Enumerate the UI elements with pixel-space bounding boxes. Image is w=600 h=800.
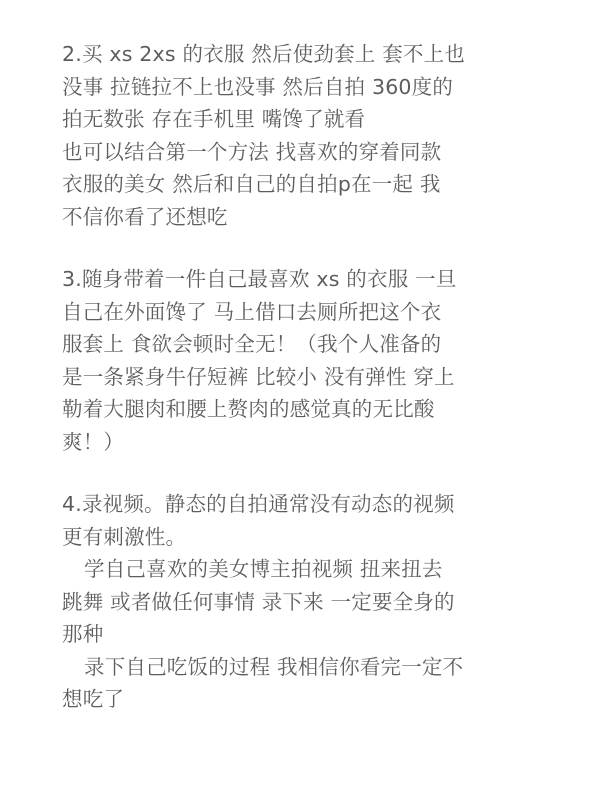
- text-line: 跳舞 或者做任何事情 录下来 一定要全身的: [62, 589, 455, 614]
- text-line: 更有刺激性。: [62, 524, 187, 549]
- text-line: 服套上 食欲会顿时全无！（我个人准备的: [62, 332, 442, 356]
- text-line: 3.随身带着一件自己最喜欢 xs 的衣服 一旦: [62, 267, 457, 291]
- text-line: 学自己喜欢的美女博主拍视频 扭来扭去: [84, 557, 443, 581]
- text-line: 录下自己吃饭的过程 我相信你看完一定不: [84, 654, 464, 679]
- text-line: 勒着大腿肉和腰上赘肉的感觉真的无比酸: [62, 397, 435, 421]
- text-line: 4.录视频。静态的自拍通常没有动态的视频: [62, 492, 455, 516]
- text-line: 拍无数张 存在手机里 嘴馋了就看: [62, 107, 366, 131]
- text-line: 也可以结合第一个方法 找喜欢的穿着同款: [62, 139, 442, 164]
- paragraph-4: [62, 488, 544, 716]
- text-line: 自己在外面馋了 马上借口去厕所把这个衣: [62, 299, 442, 324]
- text-line: 是一条紧身牛仔短裤 比较小 没有弹性 穿上: [62, 364, 455, 389]
- text-line: 想吃了: [62, 687, 125, 711]
- text-line: 衣服的美女 然后和自己的自拍p在一起 我: [62, 172, 441, 196]
- text-line: 2.买 xs 2xs 的衣服 然后使劲套上 套不上也: [62, 42, 466, 66]
- text-line: 没事 拉链拉不上也没事 然后自拍 360度的: [62, 74, 454, 99]
- text-line: 那种: [62, 622, 104, 646]
- paragraph-3: [62, 263, 544, 458]
- text-line: 爽！）: [62, 429, 125, 454]
- text-line: 不信你看了还想吃: [62, 204, 228, 229]
- paragraph-2: [62, 38, 544, 233]
